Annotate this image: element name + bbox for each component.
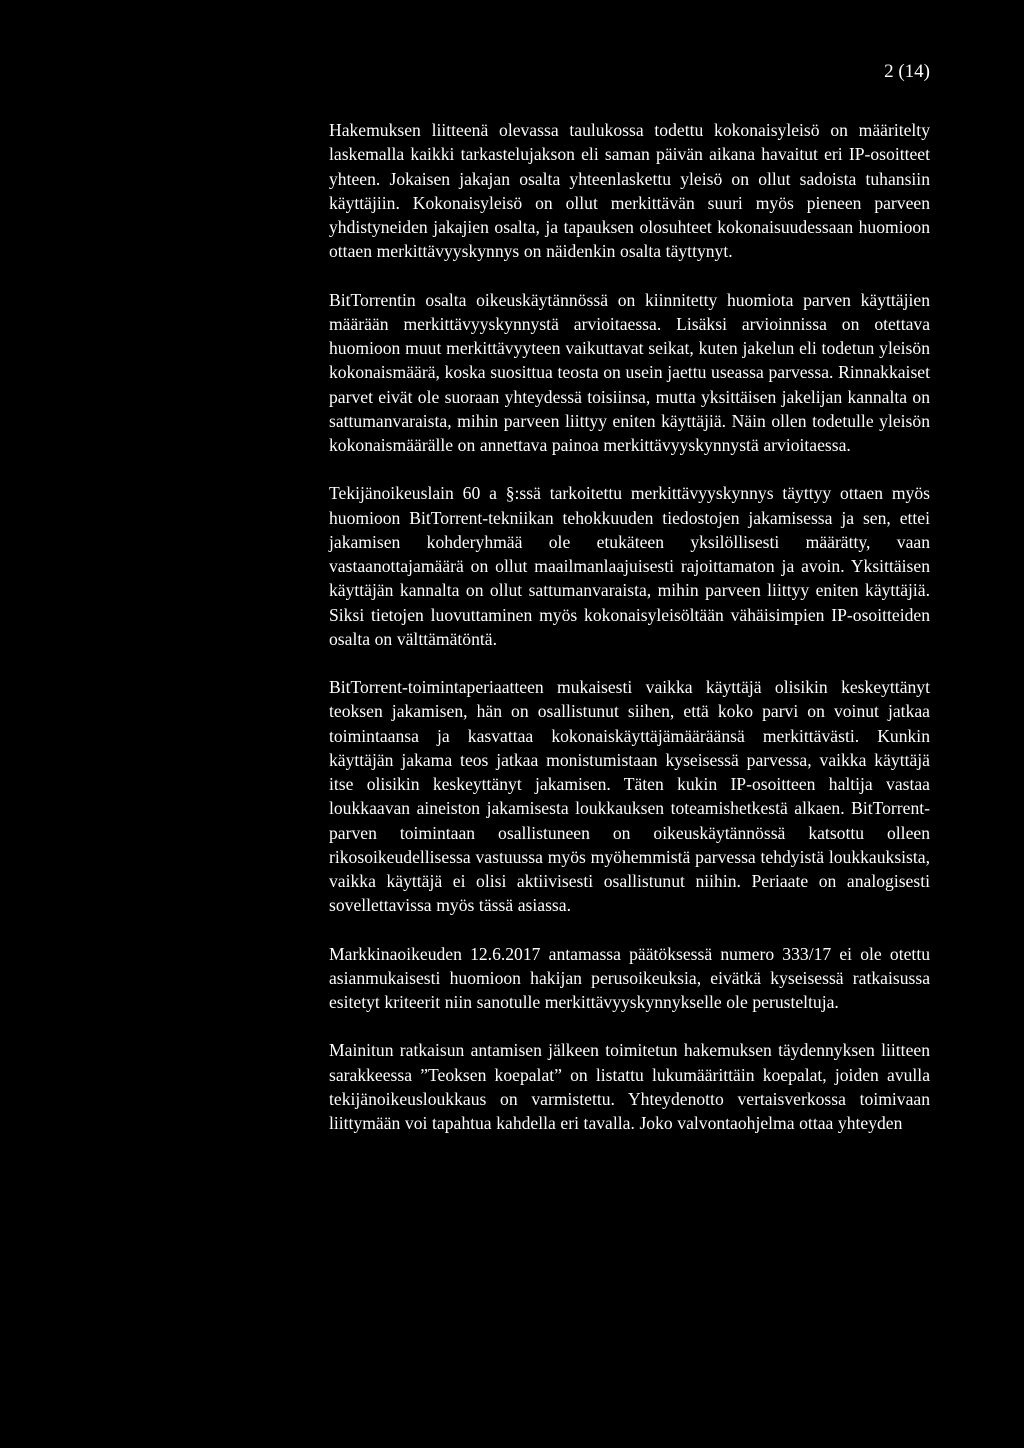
document-body (329, 118, 930, 1135)
paragraph-copyright-act-60a: Tekijänoikeuslain 60 a §:ssä tarkoitettu merkittävyyskynnys täyttyy ottaen myös huomioon BitTorrent-tekniikan tehokkuuden tiedostojen jakamisessa ja sen, ettei jakamisen kohderyhmää ole etukäteen yksilöllisesti määrätty, vaan vastaanottajamäärä on ollut maailmanlaajuisesti rajoittamaton ja avoin. Yksittäisen käyttäjän kannalta on ollut sattumanvaraista, mihin parveen liittyy eniten käyttäjiä. Siksi tietojen luovuttaminen myös kokonaisyleisöltään vähäisimpien IP-osoitteiden osalta on välttämätöntä. (329, 483, 930, 649)
paragraph-market-court-decision: Markkinaoikeuden 12.6.2017 antamassa päätöksessä numero 333/17 ei ole otettu asianmukaisesti huomioon hakijan perusoikeuksia, eivätkä kyseisessä ratkaisussa esitetyt kriteerit niin sanotulle merkittävyyskynnykselle ole perusteltuja. (329, 943, 930, 1012)
paragraph-bittorrent-principle: BitTorrent-toimintaperiaatteen mukaisesti vaikka käyttäjä olisikin keskeyttänyt teoksen jakamisen, hän on osallistunut siihen, että koko parvi on voinut jatkaa toimintaansa ja kasvattaa kokonaiskäyttäjämääräänsä merkittävästi. Kunkin käyttäjän jakama teos jatkaa monistumistaan kyseisessä parvessa, vaikka käyttäjä itse olisikin keskeyttänyt jakamisen. Täten kukin IP-osoitteen haltija vastaa loukkaavan aineiston jakamisesta loukkauksen toteamishetkestä alkaen. BitTorrent-parven toimintaan osallistuneen on oikeuskäytännössä katsottu olleen rikosoikeudellisessa vastuussa myös myöhemmistä parvessa tehdyistä loukkauksista, vaikka käyttäjä ei olisi aktiivisesti osallistunut niihin. Periaate on analogisesti sovellettavissa myös tässä asiassa. (329, 677, 930, 916)
page-number: 2 (14) (884, 61, 930, 82)
paragraph-supplement-samples: Mainitun ratkaisun antamisen jälkeen toimitetun hakemuksen täydennyksen liitteen sarakkeessa ”Teoksen koepalat” on listattu lukumäärittäin koepalat, joiden avulla tekijänoikeusloukkaus on varmistettu. Yhteydenotto vertaisverkossa toimivaan liittymään voi tapahtua kahdella eri tavalla. Joko valvontaohjelma ottaa yhteyden (329, 1040, 930, 1133)
paragraph-bittorrent-case-law: BitTorrentin osalta oikeuskäytännössä on kiinnitetty huomiota parven käyttäjien määrään merkittävyyskynnystä arvioitaessa. Lisäksi arvioinnissa on otettava huomioon muut merkittävyyteen vaikuttavat seikat, kuten jakelun eli todetun yleisön kokonaismäärä, koska suosittua teosta on usein jaettu useassa parvessa. Rinnakkaiset parvet eivät ole suoraan yhteydessä toisiinsa, mutta yksittäisen jakelijan kannalta on sattumanvaraista, mihin parveen liittyy eniten käyttäjiä. Näin ollen todetulle yleisön kokonaismäärälle on annettava painoa merkittävyyskynnystä arvioitaessa. (329, 289, 930, 455)
paragraph-total-audience: Hakemuksen liitteenä olevassa taulukossa todettu kokonaisyleisö on määritelty laskemalla kaikki tarkastelujakson eli saman päivän aikana havaitut eri IP-osoitteet yhteen. Jokaisen jakajan osalta yhteenlaskettu yleisö on ollut sadoista tuhansiin käyttäjiin. Kokonaisyleisö on ollut merkittävän suuri myös pieneen parveen yhdistyneiden jakajien osalta, ja tapauksen olosuhteet kokonaisuudessaan huomioon ottaen merkittävyyskynnys on näidenkin osalta täyttynyt. (329, 120, 930, 262)
